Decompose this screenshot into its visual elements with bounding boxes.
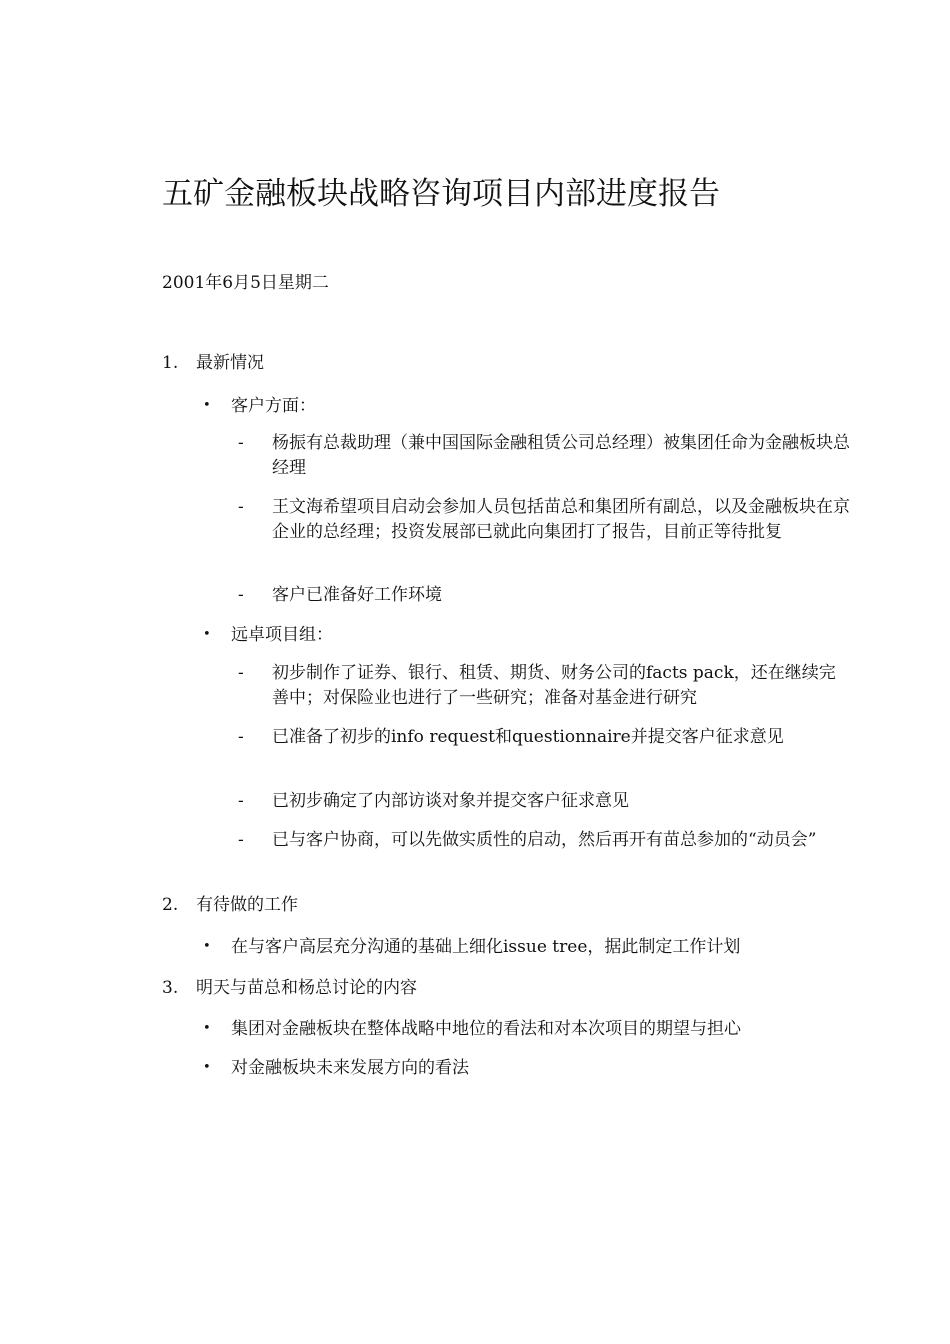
list-item-text: 已初步确定了内部访谈对象并提交客户征求意见 bbox=[272, 791, 629, 811]
section-title: 最新情况 bbox=[196, 353, 264, 373]
bullet-marker: • bbox=[203, 939, 211, 954]
bullet-marker: • bbox=[203, 1021, 211, 1036]
dash-marker: - bbox=[238, 433, 244, 453]
document-title: 五矿金融板块战略咨询项目内部进度报告 bbox=[162, 176, 720, 212]
dash-marker: - bbox=[238, 497, 244, 517]
section-title: 明天与苗总和杨总讨论的内容 bbox=[196, 978, 417, 998]
section-number: 1. bbox=[162, 353, 179, 373]
list-item-text: 已与客户协商，可以先做实质性的启动，然后再开有苗总参加的“动员会” bbox=[272, 830, 817, 850]
list-item-text: 王文海希望项目启动会参加人员包括苗总和集团所有副总，以及金融板块在京企业的总经理；投资发展部已就此向集团打了报告，目前正等待批复 bbox=[272, 497, 850, 542]
bullet-label: 客户方面： bbox=[231, 396, 316, 416]
bullet-label: 集团对金融板块在整体战略中地位的看法和对本次项目的期望与担心 bbox=[231, 1019, 741, 1039]
list-item-text: 客户已准备好工作环境 bbox=[272, 585, 442, 605]
document-date: 2001年6月5日星期二 bbox=[162, 273, 329, 293]
bullet-marker: • bbox=[203, 398, 211, 413]
bullet-marker: • bbox=[203, 627, 211, 642]
dash-marker: - bbox=[238, 663, 244, 683]
section-title: 有待做的工作 bbox=[196, 895, 298, 915]
dash-marker: - bbox=[238, 791, 244, 811]
bullet-label: 远卓项目组： bbox=[231, 625, 333, 645]
bullet-label: 对金融板块未来发展方向的看法 bbox=[231, 1058, 469, 1078]
dash-marker: - bbox=[238, 585, 244, 605]
section-number: 2. bbox=[162, 895, 179, 915]
dash-marker: - bbox=[238, 830, 244, 850]
bullet-label: 在与客户高层充分沟通的基础上细化issue tree，据此制定工作计划 bbox=[231, 937, 741, 957]
section-number: 3. bbox=[162, 978, 179, 998]
list-item-text: 初步制作了证券、银行、租赁、期货、财务公司的facts pack，还在继续完善中；对保险业也进行了一些研究；准备对基金进行研究 bbox=[272, 663, 836, 708]
dash-marker: - bbox=[238, 727, 244, 747]
list-item-text: 杨振有总裁助理（兼中国国际金融租赁公司总经理）被集团任命为金融板块总经理 bbox=[272, 433, 850, 478]
list-item-text: 已准备了初步的info request和questionnaire并提交客户征求意见 bbox=[272, 727, 784, 747]
bullet-marker: • bbox=[203, 1060, 211, 1075]
